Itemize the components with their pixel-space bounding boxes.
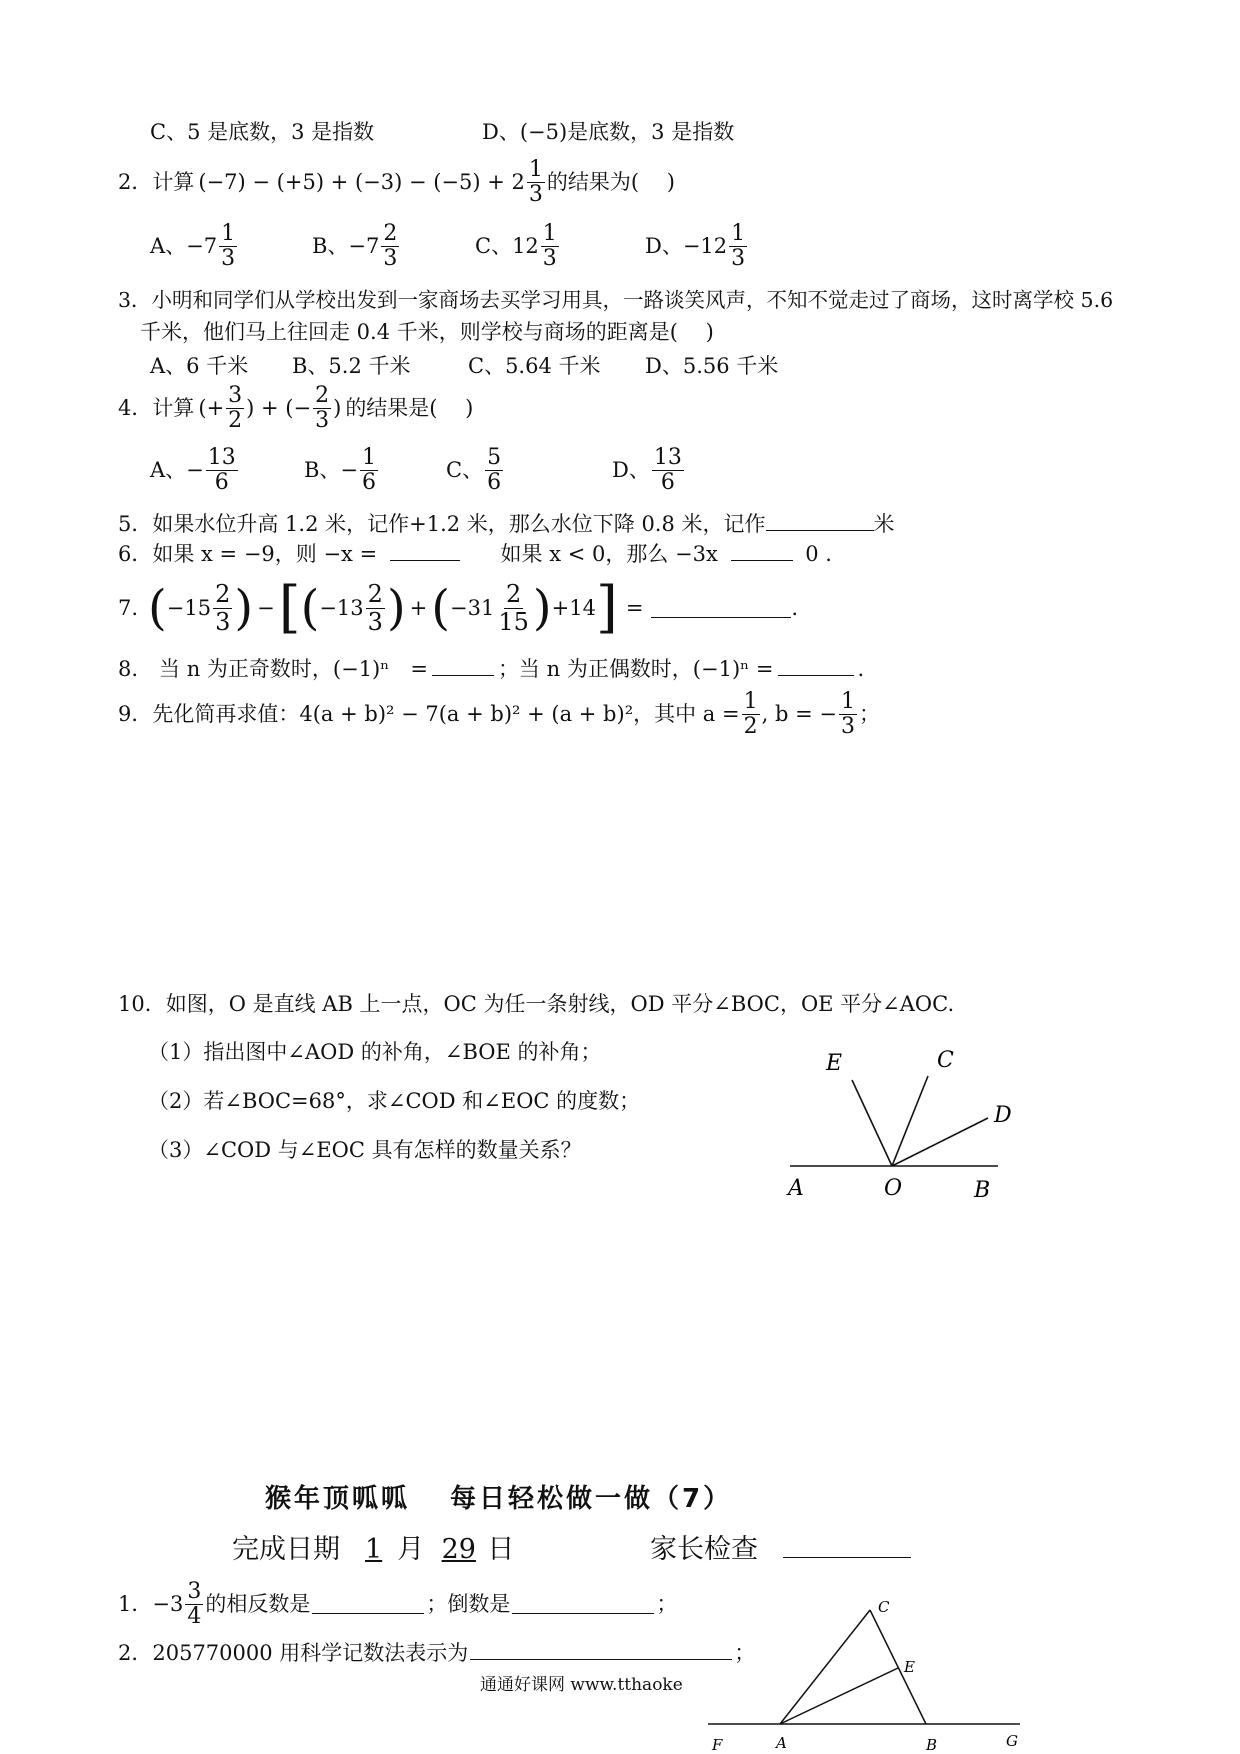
q4-options [150,446,1050,508]
q9-fraction-a: $\frac{1}{2}$ [743,689,758,740]
q6-blank-1[interactable] [390,542,460,561]
q2-expression: (−7) − (+5) + (−3) − (−5) + 2 [198,170,525,195]
q6-part-a: 6．如果 x = −9，则 −x = [118,542,378,566]
practice-2: 2．205770000 用科学记数法表示为 ； [118,1641,756,1665]
parent-check [650,1536,911,1563]
q2-number: 2． [118,170,153,195]
q2-option-d: D、−12 $\frac{1}{3}$ [645,221,746,272]
q5-text: 5．如果水位升高 1.2 米，记作+1.2 米，那么水位下降 0.8 米，记作 [118,512,766,536]
ray-oe [852,1080,892,1166]
q10-sub-1: （1）指出图中∠AOD 的补角，∠BOE 的补角； [148,1040,602,1064]
q4-part-2: ) + (− [246,396,312,421]
practice-1: 1． −3 $\frac{3}{4}$ 的相反数是 ；倒数是 ； [118,1579,678,1630]
p1-blank-1[interactable] [312,1595,424,1614]
footer-watermark: 通通好课网 www.tthaoke [480,1675,683,1695]
q3-option-c: C、5.64 千米 [468,354,601,378]
question-7: 7. ( −15 $\frac{2}{3}$ ) − [ ( −13 $\frac{2}{3}$ ) + ( −31 $\frac{2}{15}$ ) +14 ] = . [118,575,799,640]
label-a: A [788,1176,804,1201]
ray-od [892,1118,988,1166]
q9-expression: 9．先化简再求值：4(a + b)² − 7(a + b)² + (a + b)²，其中 a = [118,702,740,727]
ray-oc [892,1076,928,1166]
q6-part-c: 0 . [805,542,832,566]
q3-line-2: 千米，他们马上往回走 0.4 千米，则学校与商场的距离是( ) [140,320,714,344]
label-b2: B [926,1736,938,1754]
label-d: D [994,1103,1012,1128]
label-c: C [937,1048,954,1073]
q3-option-a: A、6 千米 [150,354,249,378]
triangle-figure [700,1584,1030,1754]
question-4 [118,384,473,433]
segment-ac [780,1610,870,1724]
q6-blank-2[interactable] [731,542,793,561]
question-2 [118,158,675,207]
q1-option-d: D、(−5)是底数，3 是指数 [482,120,735,144]
q3-line-1: 3．小明和同学们从学校出发到一家商场去买学习用具，一路谈笑风声，不知不觉走过了商场，这时离学校 5.6 [118,288,1114,312]
label-o: O [884,1176,903,1201]
q10-sub-3: （3）∠COD 与∠EOC 具有怎样的数量关系？ [148,1138,582,1162]
p2-blank[interactable] [470,1641,732,1660]
section-title-a: 猴年顶呱呱 [265,1484,411,1514]
q10-sub-2: （2）若∠BOC=68°，求∠COD 和∠EOC 的度数； [148,1089,641,1113]
q4-option-c: C、 $\frac{5}{6}$ [446,445,502,496]
q8-part-a: 8. 当 n 为正奇数时，(−1)ⁿ = [118,657,428,681]
q2-options [150,222,1050,282]
question-9: 9．先化简再求值：4(a + b)² − 7(a + b)² + (a + b)²，其中 a = $\frac{1}{2}$ , b = − $\frac{1}{3}$ ； [118,689,880,740]
date-month: 1 [365,1534,383,1565]
question-8: 8. 当 n 为正奇数时，(−1)ⁿ = ；当 n 为正偶数时，(−1)ⁿ = . [118,657,865,681]
q4-number: 4． [118,396,153,421]
label-e: E [826,1051,843,1076]
label-c2: C [878,1598,890,1616]
q10-heading: 10．如图，O 是直线 AB 上一点，OC 为任一条射线，OD 平分∠BOC，OE 平分∠AOC. [118,992,955,1016]
date-row: 完成日期 1 月 29 日 [232,1534,515,1565]
q7-number: 7. [118,595,139,620]
parent-check-blank[interactable] [783,1539,911,1558]
q2-option-a: A、−7 $\frac{1}{3}$ [150,221,236,272]
q2-lead: 计算 [152,170,195,195]
q2-option-c: C、12 $\frac{1}{3}$ [475,221,557,272]
q7-fraction-3: $\frac{2}{15}$ [498,580,529,636]
date-day: 29 [441,1534,476,1565]
q8-blank-2[interactable] [778,657,854,676]
segment-ae [780,1668,898,1724]
question-6 [118,542,832,565]
date-label: 完成日期 [232,1534,340,1565]
q4-fraction-1: $\frac{3}{2}$ [228,383,243,434]
p1-fraction: $\frac{3}{4}$ [187,1579,202,1630]
q3-option-b: B、5.2 千米 [292,354,411,378]
question-5 [118,512,895,535]
label-b: B [974,1178,991,1203]
q7-fraction-2: $\frac{2}{3}$ [367,580,383,636]
q4-part-1: (+ [198,396,225,421]
q4-part-3: ) [333,396,342,421]
q9-fraction-b: $\frac{1}{3}$ [840,689,855,740]
q2-option-b: B、−7 $\frac{2}{3}$ [312,221,398,272]
parent-check-label: 家长检查 [650,1534,758,1565]
q7-fraction-1: $\frac{2}{3}$ [215,580,231,636]
q4-lead: 计算 [152,396,195,421]
q4-option-b: B、− $\frac{1}{6}$ [304,445,377,496]
q3-option-d: D、5.56 千米 [645,354,779,378]
label-a2: A [776,1734,787,1752]
q4-option-d: D、 $\frac{13}{6}$ [612,445,682,496]
q8-blank-1[interactable] [432,657,494,676]
section-title-b: 每日轻松做一做（7） [450,1484,733,1514]
p1-blank-2[interactable] [512,1595,654,1614]
q1-option-c: C、5 是底数，3 是指数 [150,120,375,144]
label-g2: G [1006,1732,1018,1750]
q8-part-b: ；当 n 为正偶数时，(−1)ⁿ = [497,657,774,681]
q4-fraction-2: $\frac{2}{3}$ [315,383,330,434]
q4-tail: 的结果是( ) [345,396,474,421]
q7-answer-blank[interactable] [651,599,791,618]
label-f2: F [712,1736,723,1754]
segment-cb [870,1610,926,1724]
q10-angle-figure [780,1040,1100,1210]
label-e2: E [904,1658,915,1676]
q4-option-a: A、− $\frac{13}{6}$ [150,445,236,496]
q2-tail: 的结果为( ) [546,170,675,195]
q6-part-b: 如果 x < 0，那么 −3x [500,542,718,566]
q5-answer-blank[interactable] [766,512,874,531]
q5-unit: 米 [873,512,895,536]
q2-fraction: $\frac{1}{3}$ [528,157,543,208]
